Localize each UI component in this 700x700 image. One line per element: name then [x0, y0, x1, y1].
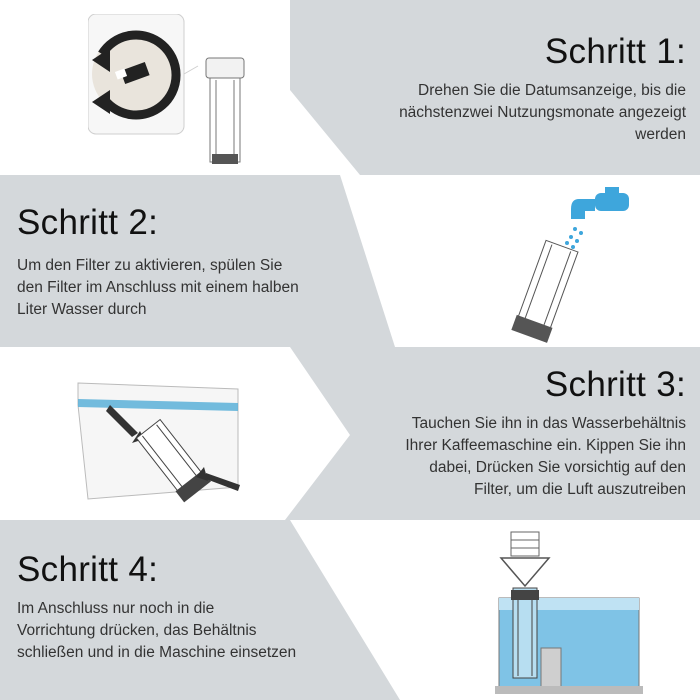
step-2-section [0, 175, 700, 347]
water-filter-icon [511, 588, 539, 678]
date-dial-illustration [88, 14, 258, 174]
step-1-line: nächstenzwei Nutzungsmonate angezeigt [399, 104, 686, 121]
step-3-line: dabei, Drücken Sie vorsichtig auf den [429, 459, 686, 476]
step-4-description [17, 598, 367, 664]
water-tap-icon [571, 187, 629, 219]
step-2-description [17, 255, 367, 321]
submerge-filter-illustration [70, 375, 250, 510]
step-4-line: schließen und in die Maschine einsetzen [17, 644, 297, 661]
step-1-description [296, 80, 686, 146]
insert-filter-illustration [485, 528, 645, 700]
step-4-line: Im Anschluss nur noch in die [17, 600, 215, 617]
step-1-title: Schritt 1: [544, 32, 686, 71]
arrow-down-icon [501, 558, 549, 586]
step-3-title: Schritt 3: [544, 365, 686, 404]
rinse-filter-illustration [495, 185, 645, 348]
step-4-line: Vorrichtung drücken, das Behältnis [17, 622, 257, 639]
step-2-line: Um den Filter zu aktivieren, spülen Sie [17, 257, 283, 274]
step-1-line: werden [635, 126, 686, 143]
step-2-line: Liter Wasser durch [17, 301, 147, 318]
step-4-section [0, 520, 700, 700]
step-3-line: Tauchen Sie ihn in das Wasserbehältnis [411, 415, 686, 432]
water-filter-icon [206, 58, 244, 164]
step-1-section [0, 0, 700, 175]
step-2-line: den Filter im Anschluss mit einem halben [17, 279, 299, 296]
step-1-line: Drehen Sie die Datumsanzeige, bis die [418, 82, 686, 99]
step-4-title: Schritt 4: [17, 550, 159, 589]
step-3-line: Filter, um die Luft auszutreiben [474, 481, 686, 498]
step-3-line: Ihrer Kaffeemaschine ein. Kippen Sie ihn [405, 437, 686, 454]
step-3-description [326, 413, 686, 501]
water-filter-icon [511, 240, 580, 343]
step-3-section [0, 347, 700, 520]
step-2-title: Schritt 2: [17, 203, 159, 242]
